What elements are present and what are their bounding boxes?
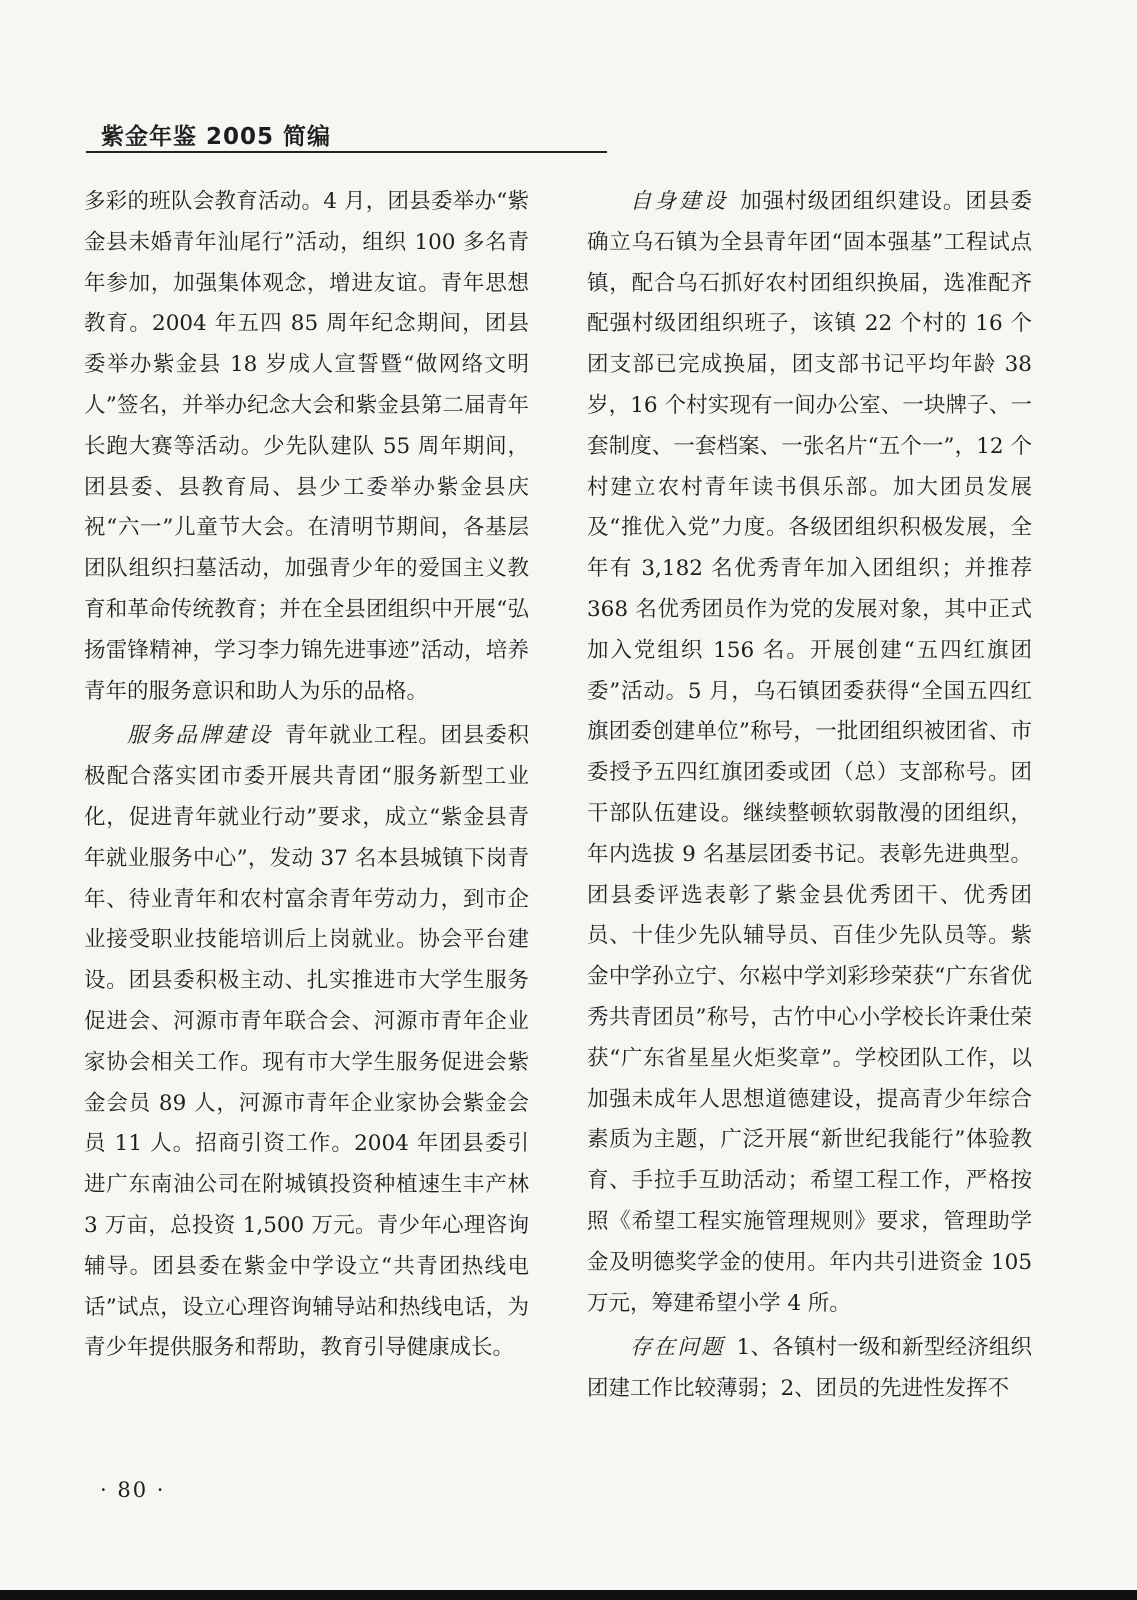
- running-head-title: 紫金年鉴 2005 简编: [101, 124, 332, 150]
- section-heading: 存在问题: [630, 1335, 725, 1361]
- paragraph-text: 青年就业工程。团县委积极配合落实团市委开展共青团“服务新型工业化，促进青年就业行动”要求，成立“紫金县青年就业服务中心”，发动 37 名本县城镇下岗青年、待业青年和农村富余青年劳动力，到市企业接受职业技能培训后上岗就业。协会平台建设。团县委积极主动、扎实推进市大学生服务促进会、河源市青年联合会、河源市青年企业家协会相关工作。现有市大学生服务促进会紫金会员 89 人，河源市青年企业家协会紫金会员 11 人。招商引资工作。2004 年团县委引进广东南油公司在附城镇投资种植速生丰产林 3 万亩，总投资 1,500 万元。青少年心理咨询辅导。团县委在紫金中学设立“共青团热线电话”试点，设立心理咨询辅导站和热线电话，为青少年提供服务和帮助，教育引导健康成长。: [84, 723, 529, 1361]
- left-column: [84, 182, 529, 1373]
- paragraph: [84, 716, 529, 1369]
- paragraph-text: 加强村级团组织建设。团县委确立乌石镇为全县青年团“固本强基”工程试点镇，配合乌石抓好农村团组织换届，选准配齐配强村级团组织班子，该镇 22 个村的 16 个团支部已完成换届，团支部书记平均年龄 38 岁，16 个村实现有一间办公室、一块牌子、一套制度、一套档案、一张名片“五个一”，12 个村建立农村青年读书俱乐部。加大团员发展及“推优入党”力度。各级团组织积极发展，全年有 3,182 名优秀青年加入团组织；并推荐 368 名优秀团员作为党的发展对象，其中正式加入党组织 156 名。开展创建“五四红旗团委”活动。5 月，乌石镇团委获得“全国五四红旗团委创建单位”称号，一批团组织被团省、市委授予五四红旗团委或团（总）支部称号。团干部队伍建设。继续整顿软弱散漫的团组织，年内选拔 9 名基层团委书记。表彰先进典型。团县委评选表彰了紫金县优秀团干、优秀团员、十佳少先队辅导员、百佳少先队员等。紫金中学孙立宁、尔崧中学刘彩珍荣获“广东省优秀共青团员”称号，古竹中心小学校长许秉仕荣获“广东省星星火炬奖章”。学校团队工作，以加强未成年人思想道德建设，提高青少年综合素质为主题，广泛开展“新世纪我能行”体验教育、手拉手互助活动；希望工程工作，严格按照《希望工程实施管理规则》要求，管理助学金及明德奖学金的使用。年内共引进资金 105 万元，筹建希望小学 4 所。: [587, 189, 1032, 1316]
- right-column: [587, 182, 1032, 1414]
- page-number: · 80 ·: [100, 1478, 166, 1502]
- paragraph-text: 1、各镇村一级和新型经济组织团建工作比较薄弱；2、团员的先进性发挥不: [587, 1335, 1032, 1402]
- paragraph-text: 多彩的班队会教育活动。4 月，团县委举办“紫金县未婚青年汕尾行”活动，组织 100 多名青年参加，加强集体观念，增进友谊。青年思想教育。2004 年五四 85 周年纪念期间，团县委举办紫金县 18 岁成人宣誓暨“做网络文明人”签名，并举办纪念大会和紫金县第二届青年长跑大赛等活动。少先队建队 55 周年期间，团县委、县教育局、县少工委举办紫金县庆祝“六一”儿童节大会。在清明节期间，各基层团队组织扫墓活动，加强青少年的爱国主义教育和革命传统教育；并在全县团组织中开展“弘扬雷锋精神，学习李力锦先进事迹”活动，培养青年的服务意识和助人为乐的品格。: [84, 189, 529, 704]
- section-heading: 自身建设: [630, 189, 729, 214]
- scan-bottom-edge: [0, 1590, 1137, 1600]
- header-rule: [86, 151, 607, 153]
- section-heading: 服务品牌建设: [127, 723, 273, 749]
- paragraph: [587, 182, 1032, 1324]
- paragraph: [587, 1328, 1032, 1410]
- paragraph: [84, 182, 529, 712]
